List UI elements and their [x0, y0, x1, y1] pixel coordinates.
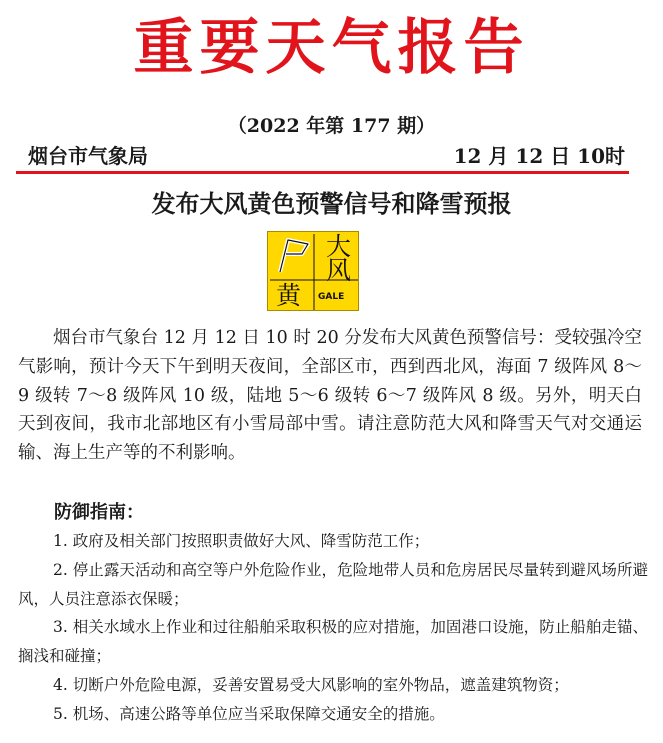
- guide-title: 防御指南：: [54, 502, 144, 523]
- signal-char-bottom: 黄: [276, 281, 302, 310]
- issue-datetime: 12 月 12 日 10时: [453, 144, 625, 168]
- report-masthead: 重要天气报告: [133, 13, 530, 83]
- guide-item: 2. 停止露天活动和高空等户外危险作业，危险地带人员和危房居民尽量转到避风场所避风，人员注意添衣保暖；: [18, 560, 648, 608]
- report-headline: 发布大风黄色预警信号和降雪预报: [151, 190, 512, 218]
- gale-yellow-warning-icon: [267, 231, 359, 311]
- guide-list: [18, 527, 648, 729]
- guide-item: 5. 机场、高速公路等单位应当采取保障交通安全的措施。: [53, 704, 445, 723]
- warning-body-text: 烟台市气象台 12 月 12 日 10 时 20 分发布大风黄色预警信号：受较强冷空气影响，预计今天下午到明天夜间，全部区市，西到西北风，海面 7 级阵风 8～9 级转 7～8 级阵风 10 级，陆地 5～6 级转 6～7 级阵风 8 级。另外，明天白天到夜间，我市北部地区有小雪局部中雪。请注意防范大风和降雪天气对交通运输、海上生产等的不利影响。: [18, 328, 642, 464]
- signal-char-right: 风: [326, 256, 352, 285]
- signal-label-gale: GALE: [318, 292, 345, 302]
- guide-item: 3. 相关水域水上作业和过往船舶采取积极的应对措施，加固港口设施，防止船舶走锚、搁浅和碰撞；: [18, 618, 648, 666]
- header-divider: [16, 171, 629, 174]
- guide-item: 4. 切断户外危险电源，妥善安置易受大风影响的室外物品，遮盖建筑物资；: [53, 675, 569, 694]
- guide-item: 1. 政府及相关部门按照职责做好大风、降雪防范工作；: [53, 532, 430, 550]
- issue-number: （2022 年第 177 期）: [227, 115, 436, 137]
- issuing-organization: 烟台市气象局: [28, 144, 148, 168]
- signal-char-top: 大: [326, 232, 352, 261]
